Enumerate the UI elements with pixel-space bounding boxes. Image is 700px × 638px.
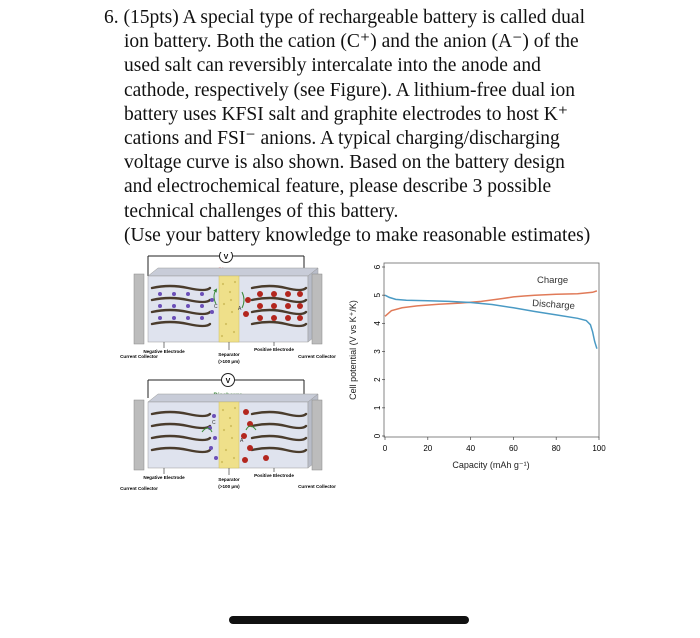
question-line: used salt can reversibly intercalate into the anode and: [124, 55, 541, 77]
charge-schematic: [120, 252, 336, 364]
voltage-chart: [348, 263, 606, 470]
charge-positive-electrode-label: Positive Electrode: [254, 347, 294, 352]
home-indicator[interactable]: [229, 616, 469, 624]
discharge-positive-electrode-label: Positive Electrode: [254, 473, 294, 478]
y-tick-label: 5: [373, 292, 382, 298]
x-tick-label: 0: [382, 444, 388, 453]
y-tick-label: 0: [373, 433, 382, 439]
y-tick-label: 3: [373, 349, 382, 354]
cation-label: C: [212, 420, 216, 426]
discharge-separator-label: Separator: [218, 477, 240, 482]
y-tick-label: 2: [373, 377, 382, 382]
charge-current-collector-left-label: Current Collector: [120, 354, 158, 359]
charge-separator-size: (>100 µm): [218, 359, 240, 364]
charge-current-collector-right: [312, 274, 322, 344]
charge-separator-label: Separator: [218, 352, 240, 357]
y-tick-label: 1: [373, 405, 382, 411]
discharge-current-collector-left-label: Current Collector: [120, 486, 158, 491]
voltmeter-label: V: [225, 378, 231, 385]
question-line: voltage curve is also shown. Based on the battery design: [124, 152, 565, 174]
question-line: ion battery. Both the cation (C⁺) and the anion (A⁻) of the: [124, 31, 579, 53]
x-tick-label: 80: [551, 444, 561, 453]
discharge-negative-electrode-label: Negative Electrode: [143, 475, 185, 480]
question-line: (Use your battery knowledge to make reasonable estimates): [124, 224, 591, 246]
y-tick-label: 4: [373, 321, 382, 326]
discharge-current-collector-right: [312, 400, 322, 470]
charge-current-collector-right-label: Current Collector: [298, 354, 336, 359]
plot-frame: [384, 263, 599, 437]
discharge-separator-size: (>100 µm): [218, 484, 240, 489]
discharge-current-collector-right-label: Current Collector: [298, 484, 336, 489]
discharge-current-collector-left: [134, 400, 144, 470]
question-line: technical challenges of this battery.: [124, 200, 399, 222]
charge-current-collector-left: [134, 274, 144, 344]
x-tick-label: 20: [423, 444, 433, 453]
discharge-separator: [219, 402, 239, 468]
voltmeter-label: V: [223, 254, 229, 261]
figure-svg: [118, 252, 618, 502]
question-line: battery uses KFSI salt and graphite electrodes to host K⁺: [124, 103, 569, 125]
y-axis-label: Cell potential (V vs K⁺/K): [348, 300, 358, 400]
question-line: and electrochemical feature, please describe 3 possible: [124, 176, 552, 198]
charge-separator: [219, 276, 239, 342]
charge-legend-label: Charge: [537, 275, 569, 286]
x-tick-label: 40: [466, 444, 476, 453]
battery-figure: [118, 252, 618, 502]
cation-label: C: [214, 304, 218, 310]
anion-label: A: [238, 306, 242, 312]
question-line: cations and FSI⁻ anions. A typical charging/discharging: [124, 128, 560, 150]
x-tick-label: 60: [508, 444, 518, 453]
anion-label: A: [240, 438, 244, 444]
y-tick-label: 6: [373, 264, 382, 270]
x-tick-label: 100: [592, 444, 606, 453]
question-line: cathode, respectively (see Figure). A lithium-free dual ion: [124, 79, 576, 101]
charge-negative-electrode-label: Negative Electrode: [143, 349, 185, 354]
discharge-legend-label: Discharge: [531, 298, 576, 312]
question-line: 6. (15pts) A special type of rechargeable battery is called dual: [104, 7, 586, 28]
discharge-schematic: [120, 374, 336, 492]
question-text: [104, 6, 684, 248]
x-axis-label: Capacity (mAh g⁻¹): [452, 460, 530, 470]
